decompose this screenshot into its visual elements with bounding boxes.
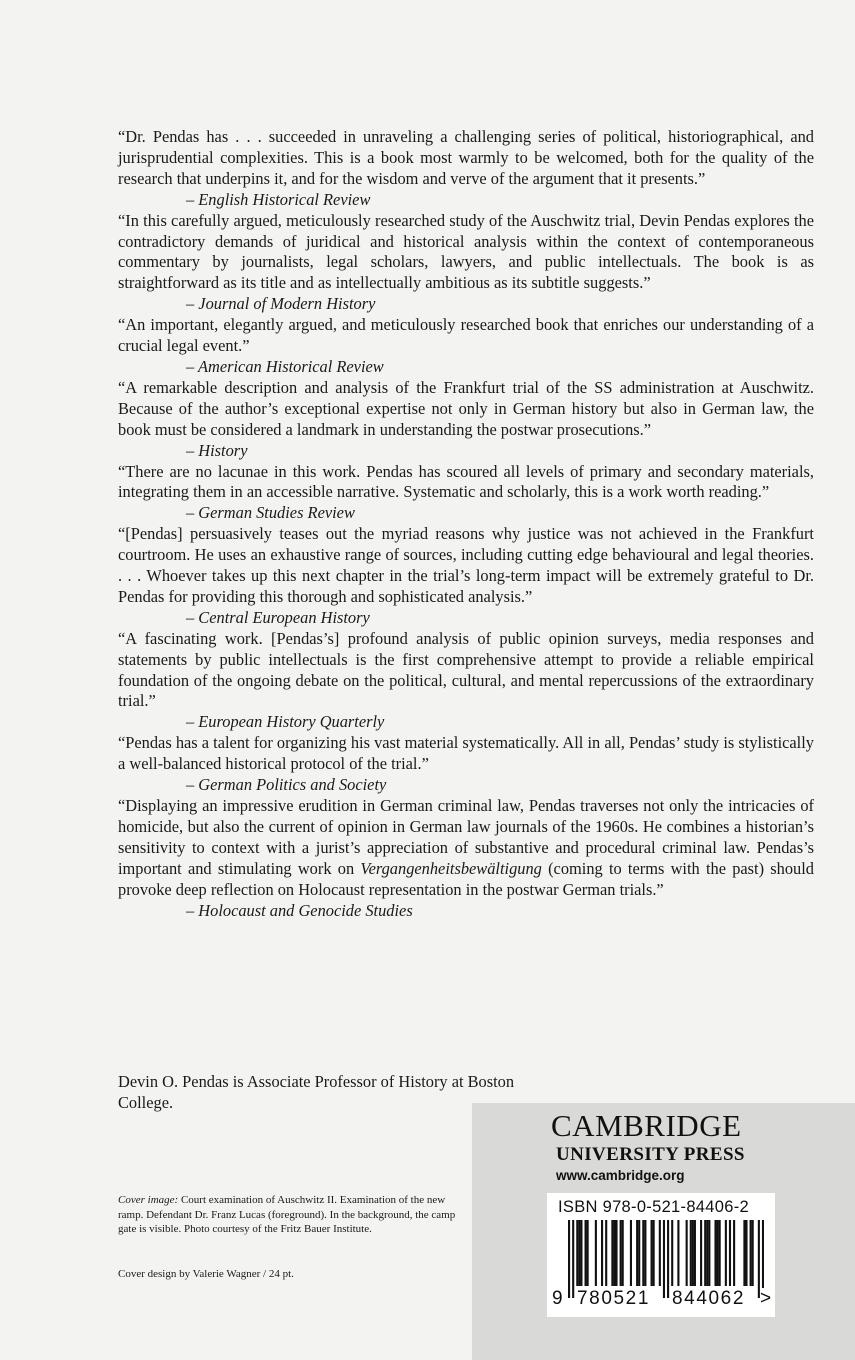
review bbox=[118, 462, 814, 525]
barcode-bar bbox=[613, 1220, 615, 1286]
barcode-bar bbox=[636, 1220, 638, 1286]
publisher-name: CAMBRIDGE bbox=[551, 1108, 742, 1143]
barcode-bar bbox=[605, 1220, 607, 1286]
barcode-bar bbox=[587, 1220, 589, 1286]
review-text: “Dr. Pendas has . . . succeeded in unraveling a challenging series of political, historiographical, and jurisprudential complexities. This is a book most warmly to be welcomed, both for the quality of the research that underpins it, and for the wisdom and verve of the argument that it presents.” bbox=[118, 127, 814, 188]
barcode-bar bbox=[642, 1220, 644, 1286]
barcode-bar bbox=[578, 1220, 580, 1286]
barcode-digits-left: 780521 bbox=[577, 1288, 651, 1309]
barcode-bar bbox=[638, 1220, 640, 1286]
barcode-bar bbox=[677, 1220, 679, 1286]
publisher-press: UNIVERSITY PRESS bbox=[556, 1144, 745, 1165]
barcode-bar bbox=[686, 1220, 688, 1286]
review-source: – German Studies Review bbox=[186, 503, 355, 523]
barcode-bar bbox=[659, 1220, 661, 1286]
barcode-bar bbox=[725, 1220, 727, 1286]
reviews-section bbox=[118, 127, 814, 921]
barcode-bar bbox=[663, 1220, 665, 1298]
barcode-bar bbox=[667, 1220, 669, 1298]
barcode bbox=[568, 1220, 764, 1298]
barcode-bar bbox=[620, 1220, 622, 1286]
barcode-bar bbox=[719, 1220, 721, 1286]
review bbox=[118, 211, 814, 316]
author-bio: Devin O. Pendas is Associate Professor of History at Boston College. bbox=[118, 1072, 515, 1112]
barcode-bar bbox=[717, 1220, 719, 1286]
review-source: – European History Quarterly bbox=[186, 712, 385, 732]
barcode-bar bbox=[644, 1220, 646, 1286]
barcode-bar bbox=[694, 1220, 696, 1286]
review-source: – English Historical Review bbox=[186, 189, 371, 209]
barcode-bar bbox=[733, 1220, 735, 1286]
barcode-bar bbox=[729, 1220, 731, 1286]
review bbox=[118, 733, 814, 796]
barcode-bar bbox=[580, 1220, 582, 1286]
barcode-bar bbox=[585, 1220, 587, 1286]
review bbox=[118, 796, 814, 921]
review-source: – Holocaust and Genocide Studies bbox=[186, 900, 413, 920]
barcode-bar bbox=[572, 1220, 574, 1298]
barcode-bar bbox=[752, 1220, 754, 1286]
publisher-url: www.cambridge.org bbox=[556, 1168, 685, 1183]
barcode-bar bbox=[750, 1220, 752, 1286]
barcode-bar bbox=[700, 1220, 702, 1286]
barcode-bar bbox=[622, 1220, 624, 1286]
review-source: – History bbox=[186, 440, 248, 460]
review-text-italic: Vergangenheitsbewältigung bbox=[360, 858, 542, 878]
barcode-bar bbox=[708, 1220, 710, 1286]
barcode-bar bbox=[615, 1220, 617, 1286]
review bbox=[118, 524, 814, 629]
cover-image-caption bbox=[118, 1193, 460, 1237]
review-text: “In this carefully argued, meticulously researched study of the Auschwitz trial, Devin Pendas explores the contradictory demands of juridical and historical analysis within the context of contemporaneous commentary by journalists, legal scholars, lawyers, and public intellectuals. The book is as straightforward as its title and as intellectually ambitious as its subtitle suggests.” bbox=[118, 210, 814, 293]
barcode-bar bbox=[611, 1220, 613, 1286]
barcode-bar bbox=[630, 1220, 632, 1286]
barcode-bar bbox=[576, 1220, 578, 1286]
barcode-bar bbox=[743, 1220, 745, 1286]
review-source: – German Politics and Society bbox=[186, 775, 387, 795]
barcode-bar bbox=[762, 1220, 764, 1298]
barcode-bar bbox=[704, 1220, 706, 1286]
review-text-part: “Displaying an impressive erudition in German criminal law, Pendas traverses not only the intricacies of homicide, but also the current of opinion in German law journals of the 1960s. He combines a historian’s sensitivity to context with a jurist’s appreciation of substantive and procedural criminal law. Pendas’s important and stimulating work on bbox=[118, 796, 814, 878]
isbn-label: ISBN 978-0-521-84406-2 bbox=[558, 1198, 749, 1216]
review-source: – American Historical Review bbox=[186, 356, 384, 376]
caption-label: Cover image: bbox=[118, 1194, 179, 1206]
review-text: “A remarkable description and analysis of the Frankfurt trial of the SS administration at Auschwitz. Because of the author’s exceptional expertise not only in German history but also in German law, the book must be considered a landmark in understanding the postwar prosecutions.” bbox=[118, 377, 814, 439]
cover-design-credit: Cover design by Valerie Wagner / 24 pt. bbox=[118, 1268, 294, 1280]
review-text: “[Pendas] persuasively teases out the myriad reasons why justice was not achieved in the Frankfurt courtroom. He uses an exhaustive range of sources, including cutting edge behavioural and legal theories. . . . Whoever takes up this next chapter in the trial’s long-term impact will be extremely grateful to Dr. Pendas for providing this thorough and sophisticated analysis.” bbox=[118, 524, 814, 606]
review bbox=[118, 378, 814, 462]
review bbox=[118, 629, 814, 734]
review bbox=[118, 315, 814, 378]
review-source: – Journal of Modern History bbox=[186, 294, 376, 314]
barcode-bar bbox=[595, 1220, 597, 1286]
barcode-bar bbox=[601, 1220, 603, 1286]
barcode-bar bbox=[651, 1220, 653, 1286]
barcode-digits-right: 844062 bbox=[672, 1288, 746, 1309]
barcode-bar bbox=[653, 1220, 655, 1286]
caption-text: Court examination of Auschwitz II. Examination of the new ramp. Defendant Dr. Franz Lucas (foreground). In the background, the camp gate is visible. Photo courtesy of the Fritz Bauer Institute. bbox=[118, 1194, 456, 1236]
review-text: “A fascinating work. [Pendas’s] profound analysis of public opinion surveys, media responses and statements by public intellectuals is the first comprehensive attempt to provide a reliable empirical foundation of the ongoing debate on the political, cultural, and mental repercussions of the extraordinary trial.” bbox=[118, 628, 814, 711]
barcode-bar bbox=[671, 1220, 673, 1286]
barcode-arrow: > bbox=[760, 1288, 772, 1309]
barcode-bar bbox=[745, 1220, 747, 1286]
review-source: – Central European History bbox=[186, 607, 370, 627]
review bbox=[118, 127, 814, 211]
review-text bbox=[118, 796, 814, 901]
review-text: “Pendas has a talent for organizing his vast material systematically. All in all, Pendas’ study is stylistically a well-balanced historical protocol of the trial.” bbox=[118, 733, 814, 774]
review-text: “An important, elegantly argued, and meticulously researched book that enriches our understanding of a crucial legal event.” bbox=[118, 315, 814, 356]
barcode-bar bbox=[706, 1220, 708, 1286]
review-text: “There are no lacunae in this work. Pendas has scoured all levels of primary and secondary materials, integrating them in an accessible narrative. Systematic and scholarly, this is a work worth reading.” bbox=[118, 461, 814, 502]
barcode-bar bbox=[690, 1220, 692, 1286]
barcode-bar bbox=[758, 1220, 760, 1298]
review-text-part: (coming to terms with the past) should provoke deep reflection on Holocaust representation in the postwar German trials.” bbox=[118, 858, 814, 899]
barcode-lead-digit: 9 bbox=[552, 1288, 563, 1309]
barcode-bar bbox=[692, 1220, 694, 1286]
barcode-bar bbox=[568, 1220, 570, 1298]
barcode-bar bbox=[714, 1220, 716, 1286]
